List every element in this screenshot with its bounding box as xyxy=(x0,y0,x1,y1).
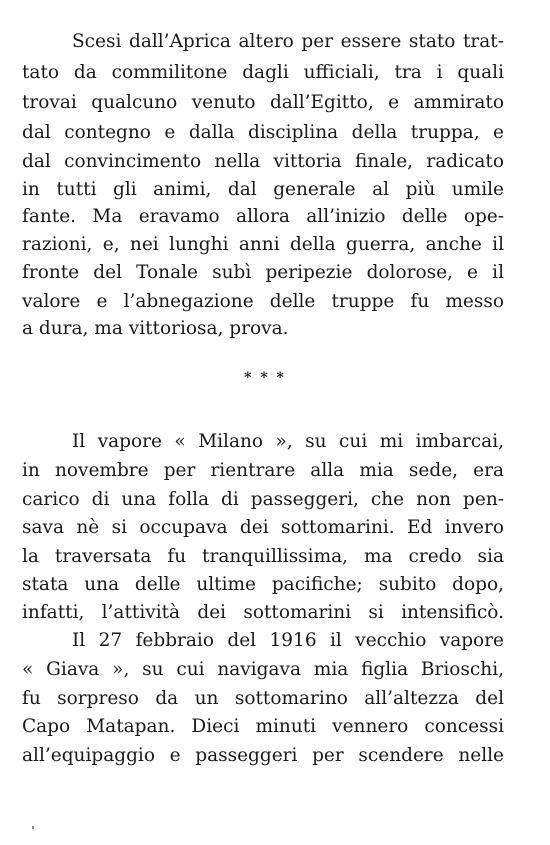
paragraph-3-line-2: « Giava », su cui navigava mia figlia Brioschi, xyxy=(22,659,504,680)
paragraph-1-line-6: in tutti gli animi, dal generale al più umile xyxy=(22,179,504,200)
paragraph-3-line-4: Capo Matapan. Dieci minuti vennero concessi xyxy=(22,716,504,737)
paragraph-3-line-1: Il 27 febbraio del 1916 il vecchio vapore xyxy=(72,630,504,651)
paragraph-1-line-10: valore e l’abnegazione delle truppe fu messo xyxy=(22,291,504,312)
paragraph-1-line-11: a dura, ma vittoriosa, prova. xyxy=(22,318,289,339)
paragraph-1-line-3: trovai qualcuno venuto dall’Egitto, e ammirato xyxy=(22,92,504,113)
paragraph-2-line-5: la traversata fu tranquillissima, ma credo sia xyxy=(22,546,504,567)
paragraph-2-line-2: in novembre per rientrare alla mia sede, era xyxy=(22,460,504,481)
paper-speck xyxy=(32,826,34,829)
section-separator: * * * xyxy=(244,370,286,386)
paragraph-2-line-4: sava nè si occupava dei sottomarini. Ed invero xyxy=(22,517,504,538)
paragraph-2-line-3: carico di una folla di passeggeri, che non pen- xyxy=(22,489,504,510)
paragraph-1-line-5: dal convincimento nella vittoria finale, radicato xyxy=(22,151,504,172)
paragraph-1-line-1: Scesi dall’Aprica altero per essere stato trat- xyxy=(72,31,504,52)
paragraph-1-line-8: razioni, e, nei lunghi anni della guerra, anche il xyxy=(22,234,504,255)
paragraph-2-line-1: Il vapore « Milano », su cui mi imbarcai, xyxy=(72,431,504,452)
paragraph-1-line-4: dal contegno e dalla disciplina della truppa, e xyxy=(22,122,504,143)
paragraph-1-line-7: fante. Ma eravamo allora all’inizio delle ope- xyxy=(22,206,504,227)
paragraph-1-line-2: tato da commilitone dagli ufficiali, tra i quali xyxy=(22,62,504,83)
paragraph-2-line-6: stata una delle ultime pacifiche; subito dopo, xyxy=(22,574,504,595)
paragraph-1-line-9: fronte del Tonale subì peripezie dolorose, e il xyxy=(22,262,504,283)
paragraph-3-line-5: all’equipaggio e passeggeri per scendere nelle xyxy=(22,745,504,766)
paragraph-3-line-3: fu sorpreso da un sottomarino all’altezza del xyxy=(22,688,504,709)
paragraph-2-line-7: infatti, l’attività dei sottomarini si intensificò. xyxy=(22,602,504,623)
